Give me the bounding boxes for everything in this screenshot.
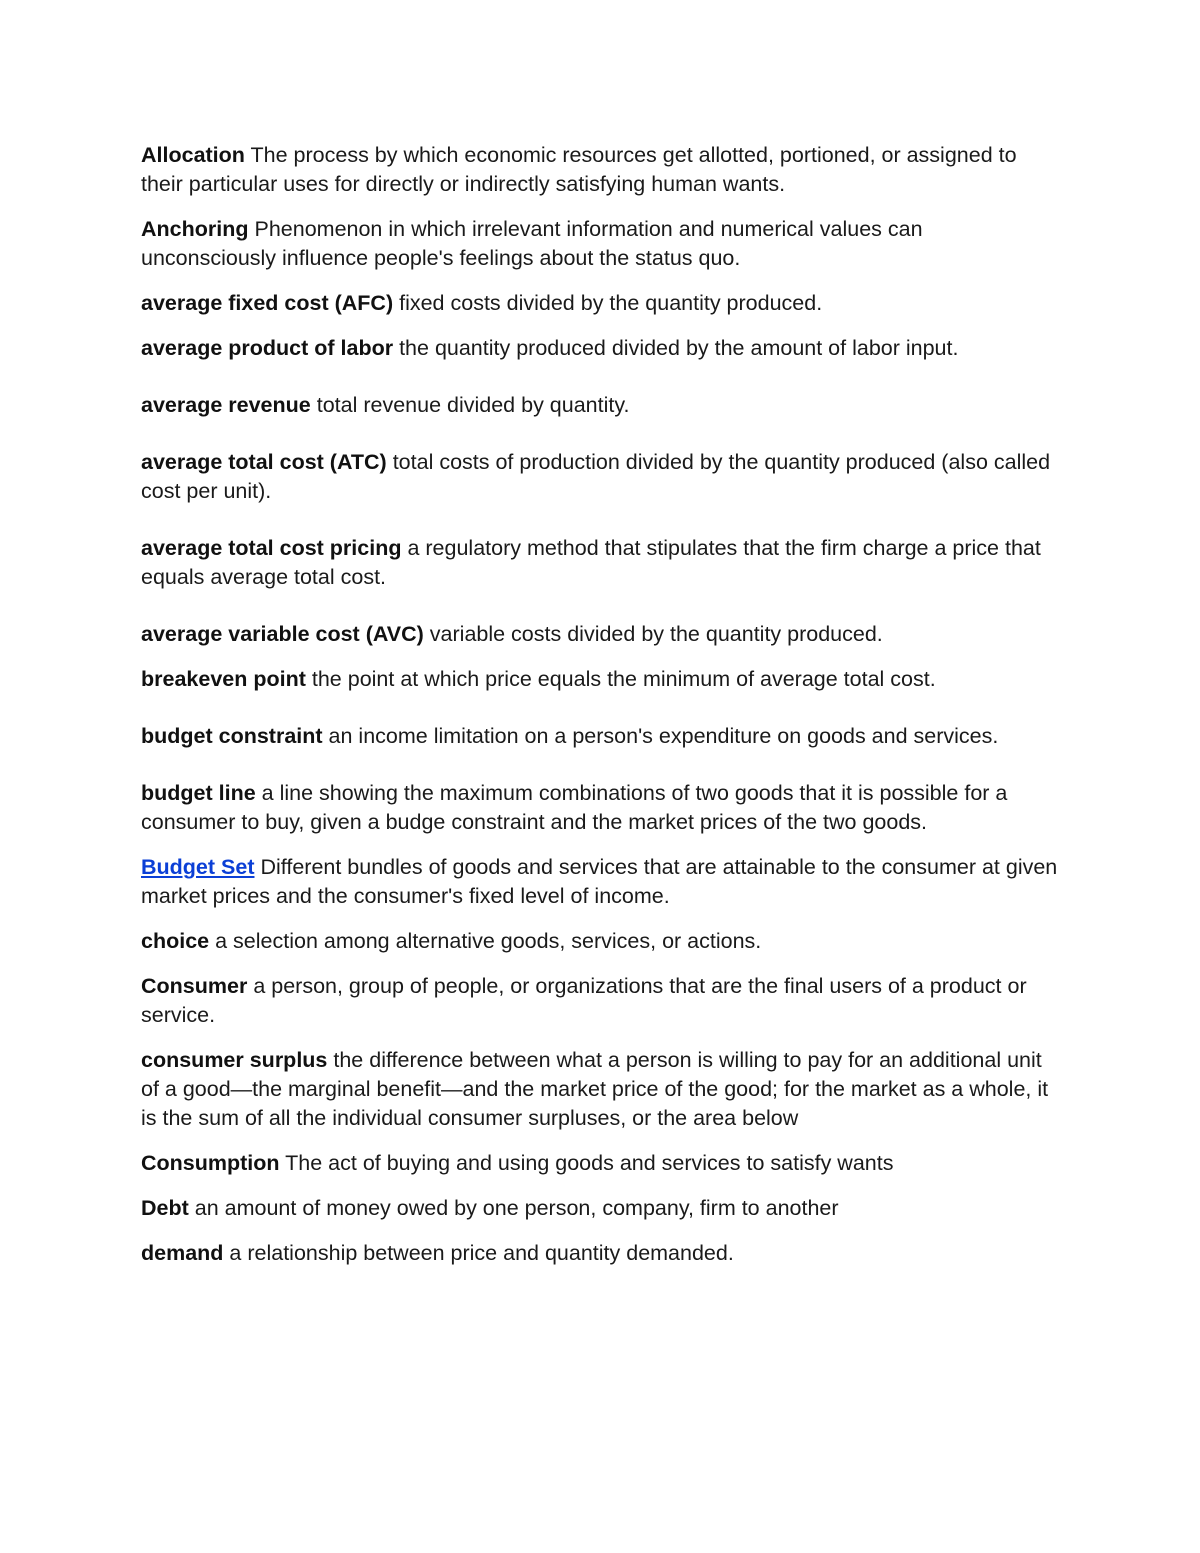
glossary-definition: Phenomenon in which irrelevant information and numerical values can unconsciously influence people's feelings about the status quo. bbox=[141, 217, 923, 270]
glossary-definition: a person, group of people, or organizations that are the final users of a product or service. bbox=[141, 974, 1027, 1027]
glossary-term: average revenue bbox=[141, 393, 311, 417]
glossary-definition: The process by which economic resources get allotted, portioned, or assigned to their particular uses for directly or indirectly satisfying human wants. bbox=[141, 143, 1017, 196]
glossary-definition: a relationship between price and quantity demanded. bbox=[229, 1241, 734, 1265]
glossary-term: breakeven point bbox=[141, 667, 306, 691]
glossary-entry-allocation bbox=[141, 141, 1061, 199]
glossary-entry-apl bbox=[141, 334, 1061, 363]
glossary-entry-consumption bbox=[141, 1149, 1061, 1178]
glossary-definition: total costs of production divided by the quantity produced (also called cost per unit). bbox=[141, 450, 1051, 503]
glossary-definition: fixed costs divided by the quantity produced. bbox=[399, 291, 823, 315]
glossary-entry-anchoring bbox=[141, 215, 1061, 273]
glossary-definition: a line showing the maximum combinations of two goods that it is possible for a consumer to buy, given a budge constraint and the market prices of the two goods. bbox=[141, 781, 1008, 834]
glossary-term: Debt bbox=[141, 1196, 189, 1220]
glossary-entry-budget-constraint bbox=[141, 722, 1061, 751]
glossary-term: average fixed cost (AFC) bbox=[141, 291, 394, 315]
glossary-entry-breakeven-point bbox=[141, 665, 1061, 694]
glossary-definition: the quantity produced divided by the amount of labor input. bbox=[399, 336, 959, 360]
glossary-term: average variable cost (AVC) bbox=[141, 622, 424, 646]
glossary bbox=[141, 141, 1061, 1284]
glossary-definition: an amount of money owed by one person, company, firm to another bbox=[194, 1196, 839, 1220]
glossary-term: consumer surplus bbox=[141, 1048, 328, 1072]
glossary-entry-choice bbox=[141, 927, 1061, 956]
glossary-definition: the difference between what a person is willing to pay for an additional unit of a good—the marginal benefit—and the market price of the good; for the market as a whole, it is the sum of all the individual consumer surpluses, or the area below bbox=[141, 1048, 1049, 1130]
glossary-entry-atc-pricing bbox=[141, 534, 1061, 592]
glossary-definition: a regulatory method that stipulates that the firm charge a price that equals average total cost. bbox=[141, 536, 1041, 589]
glossary-term: choice bbox=[141, 929, 210, 953]
glossary-term: Anchoring bbox=[141, 217, 249, 241]
glossary-definition: the point at which price equals the minimum of average total cost. bbox=[311, 667, 936, 691]
budget-set-link[interactable]: Budget Set bbox=[141, 855, 255, 879]
glossary-term: Consumer bbox=[141, 974, 248, 998]
glossary-entry-atc bbox=[141, 448, 1061, 506]
glossary-entry-consumer bbox=[141, 972, 1061, 1030]
glossary-term: demand bbox=[141, 1241, 224, 1265]
glossary-term: average product of labor bbox=[141, 336, 394, 360]
glossary-term: Consumption bbox=[141, 1151, 280, 1175]
glossary-term: Allocation bbox=[141, 143, 245, 167]
glossary-term: average total cost (ATC) bbox=[141, 450, 387, 474]
glossary-term: budget constraint bbox=[141, 724, 323, 748]
glossary-entry-demand bbox=[141, 1239, 1061, 1268]
glossary-entry-average-revenue bbox=[141, 391, 1061, 420]
glossary-definition: an income limitation on a person's expenditure on goods and services. bbox=[328, 724, 999, 748]
glossary-term: average total cost pricing bbox=[141, 536, 402, 560]
glossary-entry-debt bbox=[141, 1194, 1061, 1223]
glossary-entry-consumer-surplus bbox=[141, 1046, 1061, 1133]
glossary-entry-budget-set bbox=[141, 853, 1061, 911]
glossary-definition: a selection among alternative goods, services, or actions. bbox=[215, 929, 762, 953]
glossary-definition: variable costs divided by the quantity produced. bbox=[429, 622, 883, 646]
glossary-definition: Different bundles of goods and services that are attainable to the consumer at given market prices and the consumer's fixed level of income. bbox=[141, 855, 1058, 908]
glossary-definition: total revenue divided by quantity. bbox=[316, 393, 630, 417]
glossary-entry-budget-line bbox=[141, 779, 1061, 837]
glossary-definition: The act of buying and using goods and services to satisfy wants bbox=[285, 1151, 894, 1175]
glossary-entry-avc bbox=[141, 620, 1061, 649]
glossary-entry-afc bbox=[141, 289, 1061, 318]
glossary-term: budget line bbox=[141, 781, 256, 805]
